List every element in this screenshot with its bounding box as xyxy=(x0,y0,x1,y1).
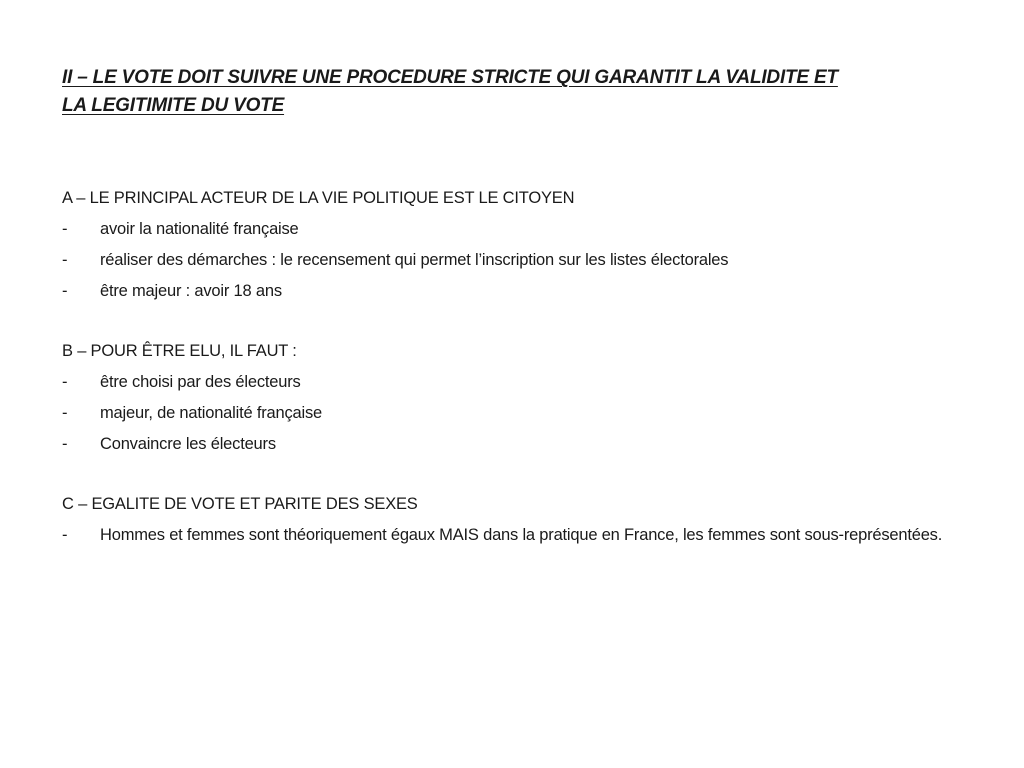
list-item-text: Convaincre les électeurs xyxy=(100,435,276,453)
list-item xyxy=(62,214,962,245)
list-item-text: Hommes et femmes sont théoriquement égaux MAIS dans la pratique en France, les femmes sont sous-représentées. xyxy=(100,526,943,544)
bullet-dash: - xyxy=(62,220,68,238)
list-item xyxy=(62,398,962,429)
slide-body xyxy=(62,183,962,554)
list-item-text: réaliser des démarches : le recensement qui permet l’inscription sur les listes électorales xyxy=(100,251,729,269)
section-a-heading: A – LE PRINCIPAL ACTEUR DE LA VIE POLITIQUE EST LE CITOYEN xyxy=(62,189,575,207)
section-spacer xyxy=(62,307,962,336)
list-item-text: être majeur : avoir 18 ans xyxy=(100,282,282,300)
slide-title-line-1: II – LE VOTE DOIT SUIVRE UNE PROCEDURE STRICTE QUI GARANTIT LA VALIDITE ET xyxy=(62,67,838,88)
bullet-dash: - xyxy=(62,282,68,300)
slide-title-line-2: LA LEGITIMITE DU VOTE xyxy=(62,95,285,116)
list-item xyxy=(62,245,962,276)
section-c-heading: C – EGALITE DE VOTE ET PARITE DES SEXES xyxy=(62,495,418,513)
section-b-heading: B – POUR ÊTRE ELU, IL FAUT : xyxy=(62,342,297,360)
slide-title xyxy=(62,64,962,120)
bullet-dash: - xyxy=(62,373,68,391)
section-spacer xyxy=(62,460,962,489)
list-item xyxy=(62,367,962,398)
bullet-dash: - xyxy=(62,404,68,422)
list-item xyxy=(62,520,962,554)
list-item xyxy=(62,429,962,460)
bullet-dash: - xyxy=(62,251,68,269)
list-item-text: avoir la nationalité française xyxy=(100,220,299,238)
list-item-text: majeur, de nationalité française xyxy=(100,404,322,422)
list-item-text: être choisi par des électeurs xyxy=(100,373,301,391)
bullet-dash: - xyxy=(62,526,68,544)
list-item xyxy=(62,276,962,307)
bullet-dash: - xyxy=(62,435,68,453)
